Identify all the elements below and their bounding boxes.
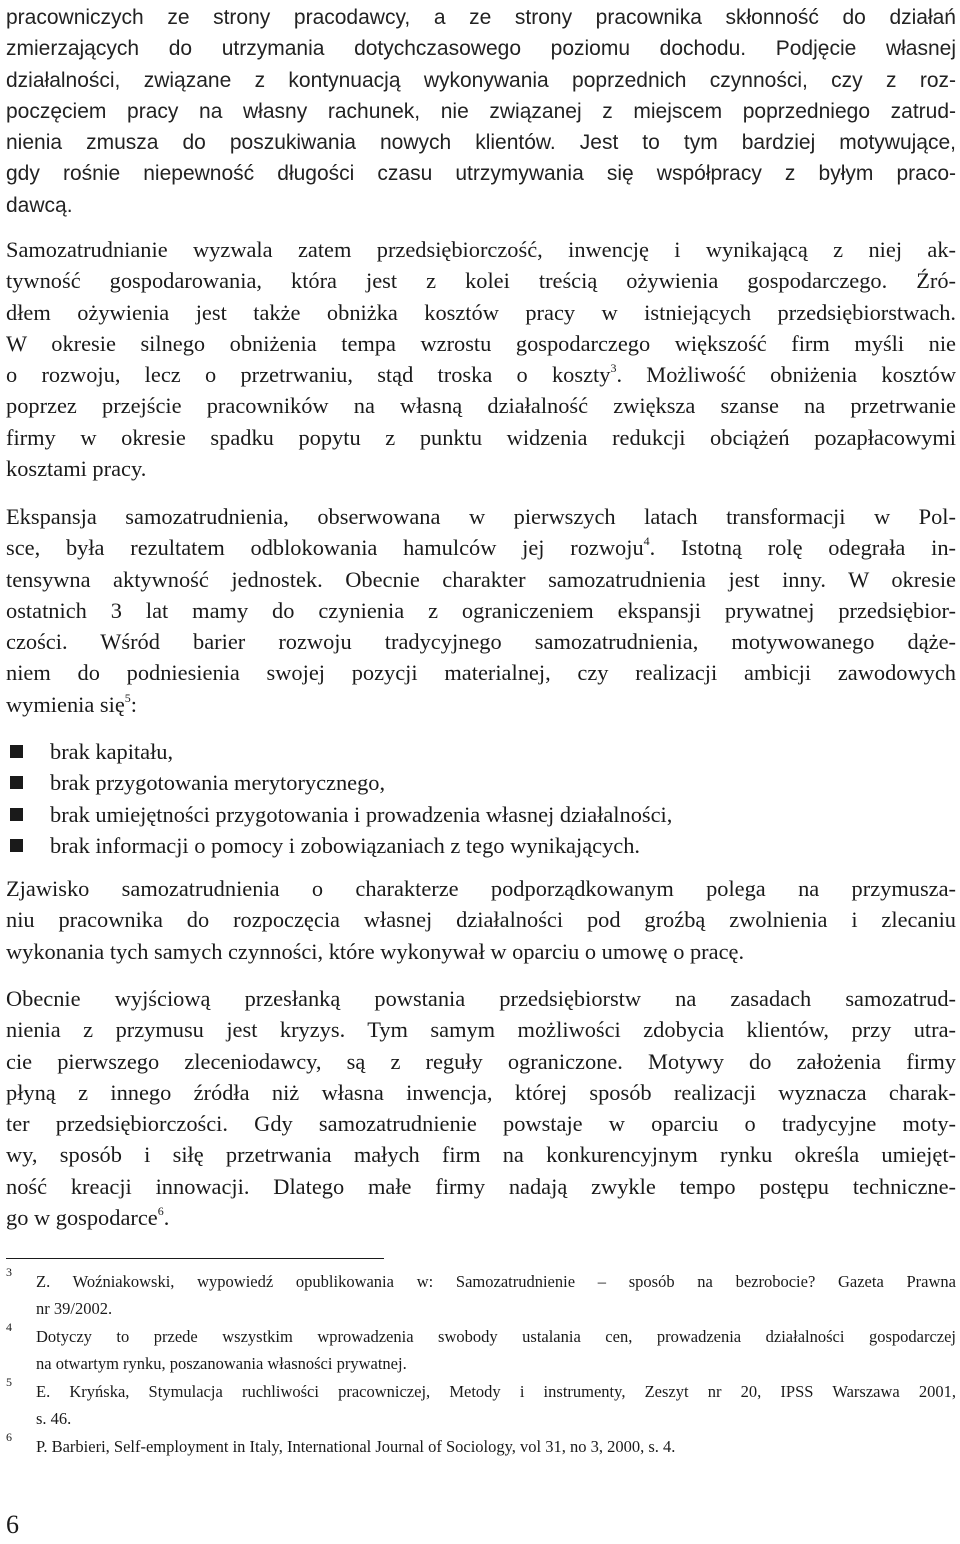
text-run: :: [130, 691, 137, 717]
paragraph-line: niu pracownika do rozpoczęcia własnej działalności pod groźbą zwolnienia i zlecaniu: [6, 907, 956, 933]
list-item-text: brak umiejętności przygotowania i prowadzenia własnej działalności,: [50, 801, 673, 827]
square-bullet-icon: [10, 745, 23, 758]
paragraph-line: dawcą.: [6, 193, 73, 217]
paragraph-line: kosztami pracy.: [6, 456, 147, 482]
page-number: 6: [6, 1510, 19, 1539]
paragraph-line: wy, sposób i siłę przetrwania małych firm na konkurencyjnym rynku określa umiejęt-: [6, 1142, 956, 1168]
paragraph-line: działalności, związane z kontynuacją wykonywania poprzednich czynności, czy z roz-: [6, 68, 956, 92]
list-item: [6, 799, 672, 830]
paragraph-line: Zjawisko samozatrudnienia o charakterze podporządkowanym polega na przymusza-: [6, 876, 956, 901]
paragraph-line: firmy w okresie spadku popytu z punktu widzenia redukcji obciążeń pozapłacowymi: [6, 424, 956, 450]
paragraph-line: [6, 689, 956, 720]
footnote-line: nr 39/2002.: [36, 1299, 113, 1318]
paragraph-line: tensywna aktywność jednostek. Obecnie charakter samozatrudnienia jest inny. W okresie: [6, 566, 956, 592]
footnote-number: 4: [6, 1320, 12, 1334]
footnote-6: [6, 1430, 956, 1460]
paragraph-line: [6, 532, 956, 563]
footnote-line: P. Barbieri, Self-employment in Italy, International Journal of Sociology, vol 31, no 3, 2000, s. 4.: [36, 1437, 676, 1456]
footnote-line: Dotyczy to przede wszystkim wprowadzenia swobody ustalania cen, prowadzenia działalności gospodarczej: [36, 1327, 956, 1346]
paragraph-line: ostatnich 3 lat mamy do czynienia z ograniczeniem ekspansji prywatnej przedsiębior-: [6, 597, 956, 623]
paragraph-line: nienia z przymusu jest kryzys. Tym samym możliwości zdobycia klientów, przy utra-: [6, 1017, 956, 1043]
paragraph-line: wykonania tych samych czynności, które wykonywał w oparciu o umowę o pracę.: [6, 938, 745, 964]
paragraph-line: ter przedsiębiorczości. Gdy samozatrudnienie powstaje w oparciu o tradycyjne moty-: [6, 1111, 956, 1137]
footnote-4: [6, 1320, 956, 1377]
paragraph-line: cie pierwszego zleceniodawcy, są z reguły ograniczone. Motywy do założenia firmy: [6, 1048, 956, 1074]
barriers-list: [6, 736, 672, 861]
list-item-text: brak informacji o pomocy i zobowiązaniach z tego wynikających.: [50, 832, 641, 858]
footnote-ref-4[interactable]: 4: [643, 534, 650, 549]
paragraph-line: W okresie silnego obniżenia tempa wzrostu gospodarczego większość firm myśli nie: [6, 330, 956, 356]
paragraph-3: [6, 501, 956, 720]
list-item: [6, 830, 672, 861]
paragraph-line: nienia zmusza do poszukiwania nowych klientów. Jest to tym bardziej motywujące,: [6, 131, 956, 155]
text-run: o rozwoju, lecz o przetrwaniu, stąd troska o koszty: [6, 362, 611, 388]
footnote-number: 6: [6, 1430, 12, 1444]
paragraph-line: Ekspansja samozatrudnienia, obserwowana w pierwszych latach transformacji w Pol-: [6, 504, 956, 529]
paragraph-line: poprzez przejście pracowników na własną działalność zwiększa szanse na przetrwanie: [6, 393, 956, 419]
paragraph-5: [6, 983, 956, 1233]
footnote-number: 3: [6, 1265, 12, 1279]
paragraph-line: niem do podniesienia swojej pozycji materialnej, czy realizacji ambicji zawodowych: [6, 660, 956, 686]
footnote-line: s. 46.: [36, 1409, 72, 1428]
footnote-ref-5[interactable]: 5: [124, 690, 131, 705]
paragraph-4: [6, 873, 956, 967]
paragraph-line: zmierzających do utrzymania dotychczasowego poziomu dochodu. Podjęcie własnej: [6, 37, 956, 61]
paragraph-line: poczęciem pracy na własny rachunek, nie związanej z miejscem poprzedniego zatrud-: [6, 99, 956, 123]
square-bullet-icon: [10, 808, 23, 821]
footnote-line: Z. Woźniakowski, wypowiedź opublikowania w: Samozatrudnienie – sposób na bezrobocie? Gazeta Prawna: [36, 1272, 956, 1291]
paragraph-line: czości. Wśród barier rozwoju tradycyjnego samozatrudnienia, motywowanego dąże-: [6, 629, 956, 655]
text-run: . Możliwość obniżenia kosztów: [616, 362, 956, 388]
paragraph-line: ność kreacji innowacji. Dlatego małe firmy nadają zwykle tempo postępu techniczne-: [6, 1173, 956, 1199]
footnote-line: na otwartym rynku, poszanowania własności prywatnej.: [36, 1354, 407, 1373]
text-run: go w gospodarce: [6, 1205, 158, 1231]
footnote-ref-3[interactable]: 3: [610, 361, 617, 376]
paragraph-line: płyną z innego źródła niż własna inwencja, której sposób realizacji wyznacza charak-: [6, 1079, 956, 1105]
footnote-5: [6, 1375, 956, 1432]
paragraph-line: tywność gospodarowania, która jest z kolei treścią ożywienia gospodarczego. Źró-: [6, 268, 956, 294]
paragraph-line: [6, 1202, 956, 1233]
text-run: . Istotną rolę odegrała in-: [649, 535, 956, 561]
square-bullet-icon: [10, 776, 23, 789]
footnote-divider: [6, 1258, 384, 1259]
paragraph-line: [6, 359, 956, 390]
list-item: [6, 767, 672, 798]
paragraph-1: [6, 2, 956, 221]
paragraph-line: gdy rośnie niepewność długości czasu utrzymywania się współpracy z byłym praco-: [6, 162, 956, 186]
list-item-text: brak kapitału,: [50, 739, 174, 764]
paragraph-line: Obecnie wyjściową przesłanką powstania przedsiębiorstw na zasadach samozatrud-: [6, 986, 956, 1011]
paragraph-line: dłem ożywienia jest także obniżka kosztów pracy w istniejących przedsiębiorstwach.: [6, 299, 956, 325]
square-bullet-icon: [10, 839, 23, 852]
footnote-ref-6[interactable]: 6: [157, 1204, 164, 1219]
text-run: sce, była rezultatem odblokowania hamulców jej rozwoju: [6, 535, 644, 561]
list-item: [6, 736, 672, 767]
text-run: .: [163, 1205, 170, 1231]
paragraph-2: [6, 234, 956, 484]
paragraph-line: Samozatrudnianie wyzwala zatem przedsiębiorczość, inwencję i wynikającą z niej ak-: [6, 237, 956, 262]
footnote-line: E. Kryńska, Stymulacja ruchliwości pracowniczej, Metody i instrumenty, Zeszyt nr 20, IPSS Warszawa 2001,: [36, 1382, 956, 1401]
text-run: wymienia się: [6, 691, 125, 717]
list-item-text: brak przygotowania merytorycznego,: [50, 770, 386, 796]
footnote-3: [6, 1265, 956, 1322]
footnote-number: 5: [6, 1375, 12, 1389]
paragraph-line: pracowniczych ze strony pracodawcy, a ze strony pracownika skłonność do działań: [6, 6, 956, 29]
